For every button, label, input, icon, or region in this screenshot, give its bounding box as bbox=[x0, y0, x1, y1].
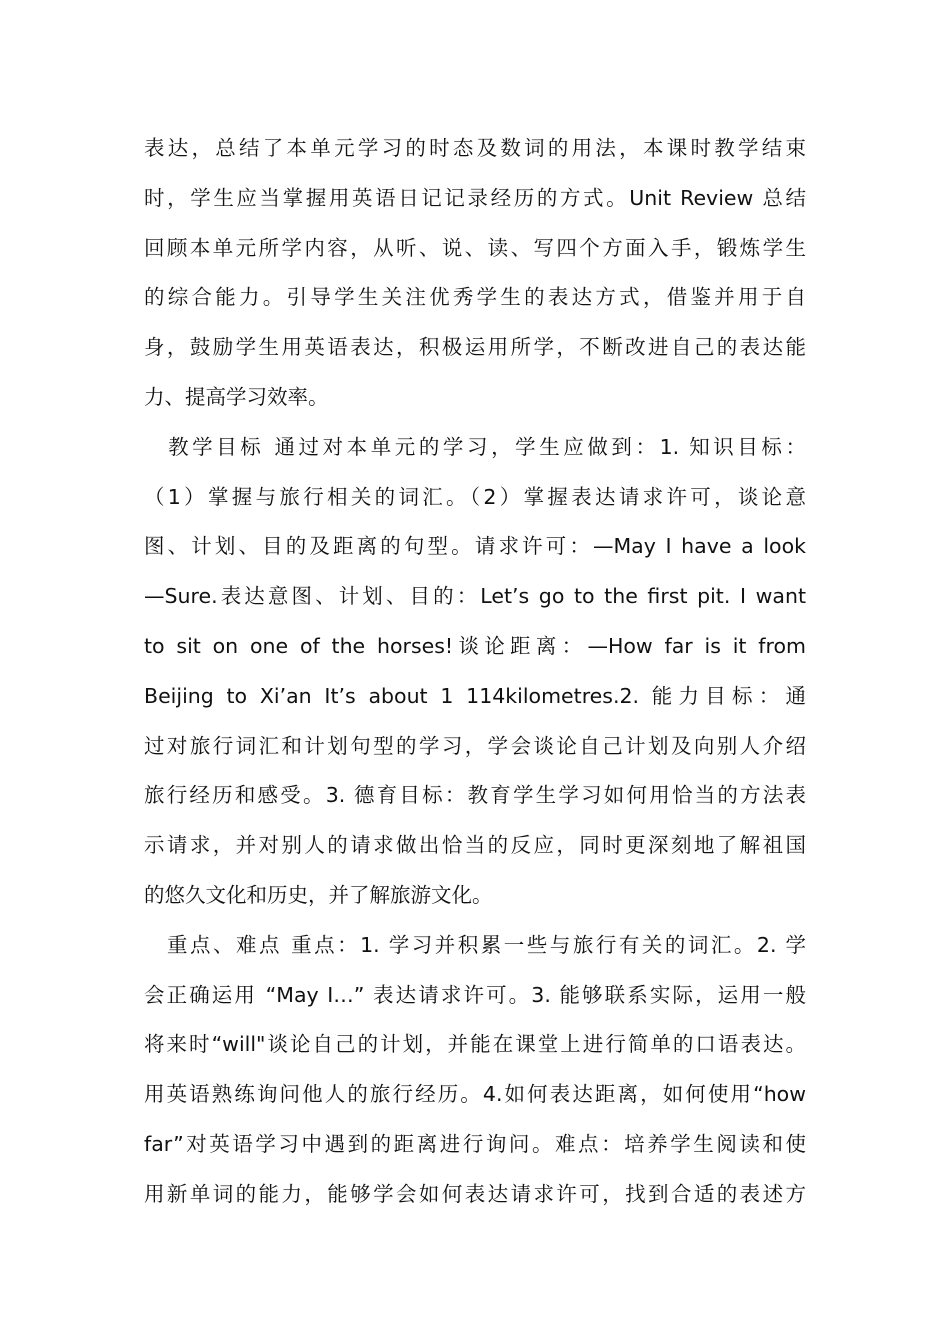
text-line: to sit on one of the horses!谈论距离：—How far is it from bbox=[144, 633, 806, 658]
text-line: 示请求，并对别人的请求做出恰当的反应，同时更深刻地了解祖国 bbox=[144, 833, 806, 858]
paragraph-unit-review bbox=[144, 124, 806, 423]
text-line: 图、计划、目的及距离的句型。请求许可：—May I have a look bbox=[144, 534, 806, 559]
document-body bbox=[144, 124, 806, 1220]
paragraph-teaching-objectives bbox=[144, 423, 806, 921]
text-line: 旅行经历和感受。3. 德育目标：教育学生学习如何用恰当的方法表 bbox=[144, 783, 806, 808]
text-line: 用新单词的能力，能够学会如何表达请求许可，找到合适的表述方 bbox=[144, 1181, 806, 1206]
text-line: 重点、难点 重点：1. 学习并积累一些与旅行有关的词汇。2. 学 bbox=[144, 932, 806, 957]
text-line: 会正确运用 “May I…” 表达请求许可。3. 能够联系实际，运用一般 bbox=[144, 982, 806, 1007]
text-line: Beijing to Xi’an It’s about 1 114kilometres.2. 能力目标：通 bbox=[144, 683, 806, 708]
text-line: 回顾本单元所学内容，从听、说、读、写四个方面入手，锻炼学生 bbox=[144, 235, 806, 260]
text-line: 时，学生应当掌握用英语日记记录经历的方式。Unit Review 总结 bbox=[144, 185, 806, 210]
text-line: —Sure.表达意图、计划、目的：Let’s go to the first pit. I want bbox=[144, 584, 806, 609]
text-line: 力、提高学习效率。 bbox=[144, 384, 329, 409]
text-line: 将来时“will"谈论自己的计划，并能在课堂上进行简单的口语表达。 bbox=[144, 1032, 806, 1057]
text-line: （1）掌握与旅行相关的词汇。（2）掌握表达请求许可，谈论意 bbox=[144, 484, 806, 509]
text-line: 的综合能力。引导学生关注优秀学生的表达方式，借鉴并用于自 bbox=[144, 285, 806, 310]
text-line: far”对英语学习中遇到的距离进行询问。难点：培养学生阅读和使 bbox=[144, 1131, 806, 1156]
text-line: 教学目标 通过对本单元的学习，学生应做到：1. 知识目标： bbox=[144, 434, 806, 459]
text-line: 的悠久文化和历史，并了解旅游文化。 bbox=[144, 882, 493, 907]
text-line: 表达，总结了本单元学习的时态及数词的用法，本课时教学结束 bbox=[144, 136, 806, 160]
paragraph-key-points bbox=[144, 921, 806, 1220]
text-line: 身，鼓励学生用英语表达，积极运用所学，不断改进自己的表达能 bbox=[144, 335, 806, 360]
text-line: 用英语熟练询问他人的旅行经历。4.如何表达距离，如何使用“how bbox=[144, 1082, 806, 1107]
text-line: 过对旅行词汇和计划句型的学习，学会谈论自己计划及向别人介绍 bbox=[144, 733, 806, 758]
